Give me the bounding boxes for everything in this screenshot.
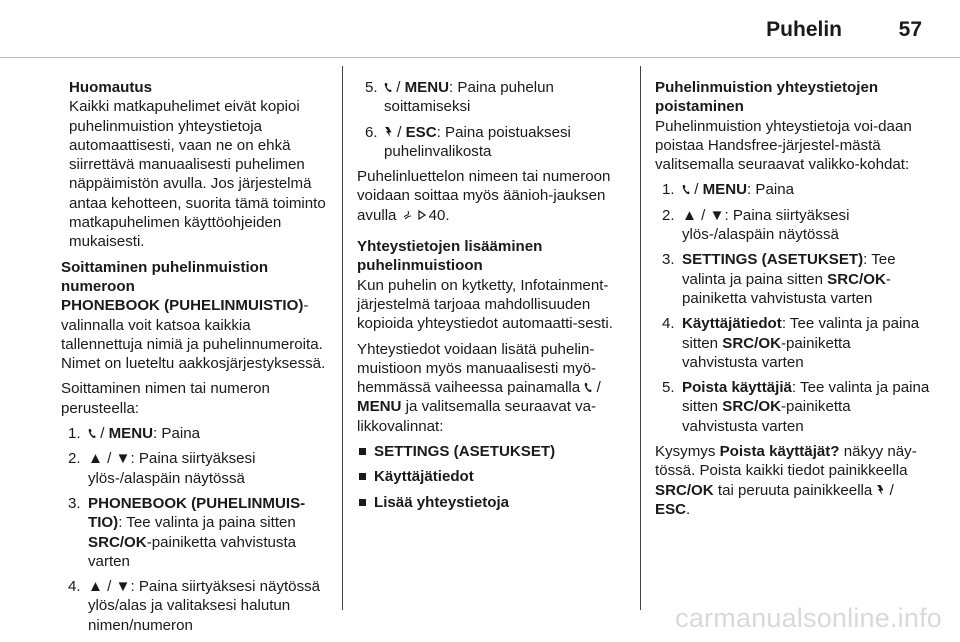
separator: /: [96, 425, 109, 443]
paragraph-delete-intro: Puhelinmuistion yhteystietoja voi-daan poistaa Handsfree-järjestel-mästä valitsemalla seuraavat valikko-kohdat:: [655, 117, 912, 174]
page-title: Puhelin: [766, 18, 842, 41]
delete-question: Poista käyttäjät?: [719, 443, 840, 461]
column-2: [357, 78, 629, 518]
separator: /: [592, 379, 601, 397]
menu-key: MENU: [357, 398, 402, 416]
phone-handset-icon: [384, 82, 392, 93]
list-item: [655, 250, 930, 308]
paragraph-auto-copy: Kun puhelin on kytketty, Infotainment-järjestelmä tarjoaa mahdollisuuden kopioida yhteystiedot automaatti-sesti.: [357, 276, 613, 333]
step-text: : Paina siirtyäksesi ylös-/alaspäin näytössä: [682, 206, 850, 244]
column-1: [61, 78, 331, 641]
note-box: [61, 78, 331, 252]
step-number: 1.: [662, 181, 675, 199]
step-text: : Tee valinta ja paina sitten: [682, 379, 930, 416]
step-number: 3.: [68, 494, 81, 512]
arrow-keys: ▲ / ▼: [682, 206, 725, 224]
src-ok-key: SRC/OK: [722, 398, 781, 416]
bullet-square-icon: [359, 473, 366, 480]
list-item: [655, 206, 930, 245]
step-text: : Tee valinta ja paina sitten: [682, 251, 896, 288]
src-ok-key: SRC/OK: [88, 533, 147, 551]
phonebook-option: PHONEBOOK (PUHELINMUIS-TIO): [88, 494, 306, 532]
bullet-text: Käyttäjätiedot: [374, 468, 474, 486]
separator: /: [392, 79, 405, 96]
step-text-2: -painiketta vahvistusta varten: [88, 533, 297, 570]
page-number: 57: [898, 18, 922, 41]
manual-text: Yhteystiedot voidaan lisätä puhelin-muistioon myös manuaalisesti myö-hemmässä vaiheessa painamalla: [357, 340, 597, 397]
user-data-option: Käyttäjätiedot: [682, 315, 782, 333]
paragraph-phonebook: [61, 296, 331, 373]
manual-text-2: ja valitsemalla seuraavat va-likkovalinnat:: [357, 398, 597, 435]
list-item: [357, 123, 629, 162]
separator: /: [393, 123, 406, 141]
confirm-text-2: näkyy näy-tössä. Poista kaikki tiedot painikkeella: [655, 443, 917, 480]
menu-path-list: [357, 442, 629, 512]
bullet-square-icon: [359, 448, 366, 455]
bullet-text: SETTINGS (ASETUKSET): [374, 443, 556, 461]
step-number: 3.: [662, 251, 675, 269]
bullet-text: Lisää yhteystietoja: [374, 493, 510, 511]
step-text-2: -painiketta vahvistusta varten: [682, 398, 851, 435]
steps-list: [61, 424, 331, 635]
confirm-text-3: tai peruuta painikkeella: [713, 481, 877, 499]
column-divider-1: [342, 66, 343, 610]
paragraph-manual-add: [357, 340, 629, 436]
list-item: [61, 494, 331, 571]
arrow-keys: ▲ / ▼: [88, 450, 131, 468]
step-number: 2.: [662, 206, 675, 224]
menu-key: MENU: [404, 79, 450, 96]
separator: /: [885, 481, 894, 499]
section-heading-add-contacts: Yhteystietojen lisääminen puhelinmuistioon: [357, 238, 543, 275]
esc-key: ESC: [655, 500, 687, 518]
step-text: : Tee valinta ja paina sitten: [682, 315, 920, 352]
column-3: [655, 78, 930, 525]
list-item: [357, 442, 629, 461]
arrow-keys: ▲ / ▼: [88, 578, 131, 596]
list-item: [357, 467, 629, 486]
period: .: [686, 500, 691, 518]
note-title: Huomautus: [69, 79, 153, 96]
phone-handset-icon: [682, 184, 690, 195]
bullet-square-icon: [359, 499, 366, 506]
settings-option: SETTINGS (ASETUKSET): [682, 251, 864, 269]
phone-handset-icon: [88, 428, 96, 439]
step-number: 6.: [365, 123, 378, 141]
list-item: [61, 577, 331, 635]
section-heading-call-phonebook: Soittaminen puhelinmuistion numeroon: [61, 258, 269, 295]
step-number: 4.: [68, 578, 81, 596]
step-text: : Paina puhelun soittamiseksi: [384, 79, 554, 116]
paragraph-voice: [357, 167, 629, 225]
step-text: : Paina siirtyäksesi ylös-/alaspäin näytössä: [88, 450, 256, 487]
src-ok-key: SRC/OK: [827, 270, 886, 288]
step-text: : Paina poistuaksesi puhelinvalikosta: [384, 123, 571, 160]
note-text: Kaikki matkapuhelimet eivät kopioi puhelinmuistion yhteystietoja automaattisesti, vaan ne on ehkä siirrettävä manuaalisesti puhelimen näppäimistön avulla. Jos järjestelmä antaa kehotteen, suorita tämä toiminto matkapuhelimen käyttöohjeiden mukaisesti.: [69, 98, 326, 251]
list-item: [655, 180, 930, 199]
step-number: 2.: [68, 450, 81, 468]
step-text: : Paina siirtyäksesi näytössä ylös/alas ja valitaksesi halutun nimen/numeron: [88, 578, 321, 634]
confirm-text: Kysymys: [655, 443, 720, 461]
esc-key: ESC: [405, 123, 437, 141]
back-arrow-icon: [384, 126, 393, 138]
step-number: 1.: [68, 425, 81, 443]
list-item: [357, 78, 629, 117]
voice-control-icon: [403, 210, 413, 220]
step-text: : Tee valinta ja paina sitten: [118, 514, 296, 532]
step-text-2: -painiketta vahvistusta varten: [682, 334, 851, 371]
step-text: : Paina: [747, 181, 795, 199]
src-ok-key: SRC/OK: [722, 334, 781, 352]
step-text-2: -painiketta vahvistusta varten: [682, 270, 891, 307]
steps-list: [357, 78, 629, 161]
step-number: 5.: [662, 379, 675, 397]
list-item: [61, 424, 331, 443]
list-item: [61, 449, 331, 488]
list-item: [655, 378, 930, 436]
watermark: carmanualsonline.info: [675, 603, 942, 633]
phonebook-label: PHONEBOOK (PUHELINMUISTIO): [61, 297, 304, 315]
step-number: 5.: [365, 79, 378, 96]
steps-list: [655, 180, 930, 436]
delete-users-option: Poista käyttäjiä: [682, 379, 792, 397]
menu-key: MENU: [702, 181, 748, 199]
section-heading-delete-contacts: Puhelinmuistion yhteystietojen poistaminen: [655, 79, 879, 116]
step-number: 4.: [662, 315, 675, 333]
separator: /: [690, 181, 703, 199]
menu-key: MENU: [108, 425, 154, 443]
step-text: : Paina: [153, 425, 201, 443]
page-reference-icon: [417, 210, 427, 220]
src-ok-key: SRC/OK: [655, 481, 714, 499]
paragraph-call-by: Soittaminen nimen tai numeron perusteella:: [61, 380, 270, 417]
column-divider-2: [640, 66, 641, 610]
paragraph-confirm-delete: [655, 442, 930, 519]
list-item: [357, 493, 629, 512]
header-rule: [0, 57, 960, 58]
phonebook-text: -valinnalla voit katsoa kaikkia tallennettuja nimiä ja puhelinnumeroita. Nimet on lueteltu aakkosjärjestyksessä.: [61, 297, 326, 373]
voice-text: Puhelinluettelon nimeen tai numeroon voidaan soittaa myös äänioh-jauksen avulla: [357, 168, 611, 224]
list-item: [655, 314, 930, 372]
page-reference: 40.: [428, 206, 450, 224]
